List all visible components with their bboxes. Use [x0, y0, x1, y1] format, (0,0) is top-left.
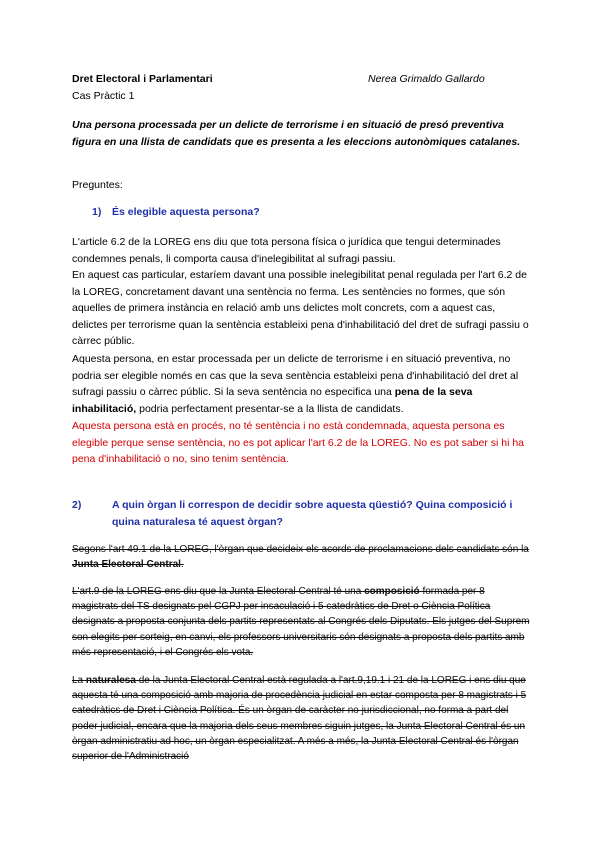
- question-1-number: 1): [92, 206, 102, 218]
- answer-2-p1-text: Segons l'art 49.1 de la LOREG, l'òrgan que decideix els acords de proclamacions dels candidats són la: [72, 544, 529, 555]
- case-statement: Una persona processada per un delicte de terrorisme i en situació de presó preventiva figura en una llista de candidats que es presenta a les eleccions autonòmiques catalanes.: [72, 119, 521, 148]
- answer-2-paragraph-3: [72, 673, 532, 764]
- answer-2-p3-end: de la Junta Electoral Central està regulada a l'art.9,19.1 i 21 de la LOREG i ens diu que aquesta té una composició amb majoria de procedència judicial en estar composta per 8 magistrats i 5 catedràtics de Dret i Ciència Política. És un òrgan de caràcter no jurisdiccional, no forma a part del poder judicial, encara que la majoria dels seus membres siguin jutges, la Junta Electoral Central és un òrgan administratiu ad hoc, un òrgan especialitzat. A més a més, la Junta Electoral Central és l'òrgan superior de l'Administració: [72, 675, 527, 763]
- question-1-text: És elegible aquesta persona?: [112, 206, 260, 218]
- answer-2-p2-bold: composició: [364, 586, 420, 597]
- answer-1-paragraph-1: L'article 6.2 de la LOREG ens diu que tota persona física o jurídica que tengui determinades condemnes penals, li comporta causa d'inelegibilitat al sufragi passiu.: [72, 236, 501, 265]
- answer-2-p1-bold: Junta Electoral Central: [72, 559, 181, 571]
- answer-1-paragraph-2: En aquest cas particular, estaríem davant una possible inelegibilitat penal regulada per l'art 6.2 de la LOREG, concretament davant una sentència no ferma. Les sentències no formes, que són aquelles de primera instància en relació amb uns delictes molt concrets, com a aquest cas, delictes per terrorisme quan la sentència estableixi pena d'inhabilitació del dret de sufragi passiu o càrrec públic.: [72, 269, 529, 348]
- answer-2-p3-bold: naturalesa: [85, 675, 136, 686]
- answer-2-p3-text: La: [72, 675, 86, 686]
- answer-2-paragraph-2: [72, 584, 532, 660]
- document-subtitle: Cas Pràctic 1: [72, 90, 135, 102]
- question-1: [92, 204, 532, 221]
- answer-1-paragraph-4: Aquesta persona està en procés, no té sentència i no està condemnada, aquesta persona es elegible perque sense sentència, no es pot aplicar l'art 6.2 de la LOREG. No es pot saber si hi ha pena d'inhabilitació o no, sino tenim sentència.: [72, 420, 525, 466]
- answer-2-paragraph-1: [72, 542, 532, 572]
- answer-1-paragraph-3: [72, 351, 532, 417]
- answer-2-p2-end: formada per 8 magistrats del TS designats pel CGPJ per insaculació i 5 catedràtics de Dret o Ciència Política designats a proposta conjunta dels partits representats al Congrés dels Diputats. Els jutges del Suprem son elegits per sorteig, en canvi, els professors universitaris són designats a proposta dels partits amb més representació, i el Congrés els vota.: [72, 586, 530, 658]
- question-2: [72, 497, 532, 530]
- answer-2-p1-end: .: [180, 559, 184, 571]
- answer-1-p3-text: Aquesta persona, en estar processada per un delicte de terrorisme i en situació preventiva, no podria ser elegible només en cas que la seva sentència estableixi pena d'inhabilitació del dret al sufragi passiu o càrrec públic. Si la seva sentència no especifica una: [72, 353, 519, 399]
- question-2-number: 2): [72, 499, 82, 511]
- answer-1-p3-text-end: podria perfectament presentar-se a la llista de candidats.: [136, 402, 404, 415]
- question-2-text: A quin òrgan li correspon de decidir sobre aquesta qüestió? Quina composició i quina naturalesa té aquest òrgan?: [112, 499, 513, 528]
- document-title: Dret Electoral i Parlamentari: [72, 73, 213, 85]
- questions-label: Preguntes:: [72, 179, 123, 191]
- author-name: Nerea Grimaldo Gallardo: [368, 73, 485, 85]
- answer-2-p2-text: L'art.9 de la LOREG ens diu que la Junta Electoral Central té una: [72, 586, 365, 597]
- answer-1-p3-bold: pena de la seva inhabilitació,: [72, 386, 473, 415]
